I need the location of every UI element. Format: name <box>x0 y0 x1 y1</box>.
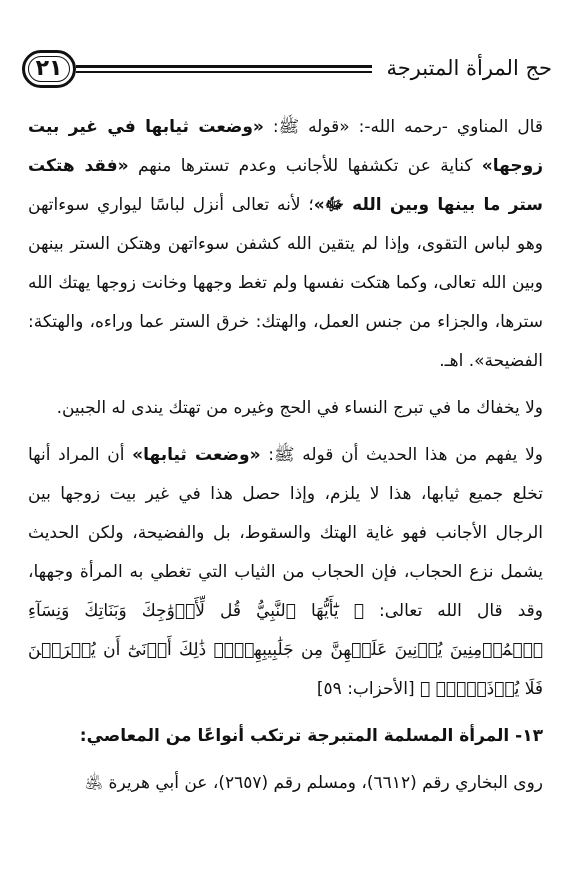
paragraph-gap <box>28 756 543 764</box>
text-segment: أن المراد أنها تخلع جميع ثيابها، هذا لا يلزم، وإذا حصل هذا في غير بيت زوجها بين الرجال الأجانب فهو غاية الهتك والسقوط، بل والفضيحة، ولكن الحديث يشمل نزع الحجاب، فإن الحجاب من الثياب التي تغطي به المرأة وجهها، وقد قال الله تعالى: <box>28 445 543 621</box>
paragraph-munawi-quote <box>28 108 543 381</box>
text-segment: قال المناوي -رحمه الله-: «قوله ﷺ: <box>263 117 543 137</box>
page-number: ٢١ <box>35 56 63 81</box>
text-segment: ولا يفهم من هذا الحديث أن قوله ﷺ: <box>260 445 543 465</box>
hadith-quote-bold: «وضعت ثيابها» <box>132 445 261 465</box>
text-segment: ؛ لأنه تعالى أنزل لباسًا ليواري سوءاتهن وهو لباس التقوى، وإذا لم يتقين الله كشفن سوءاتهن وهتكن الستر بينهن وبين الله تعالى، وكما هتكت نفسها ولم تغط وجهها وخانت زوجها يهتك الله سترها، والجزاء من جنس العمل، والهتك: خرق الستر عما وراءه، والهتكة: الفضيحة». اهـ. <box>28 195 543 371</box>
text-segment: كناية عن تكشفها للأجانب وعدم تسترها منهم <box>128 156 482 176</box>
heading-text: ١٣- المرأة المسلمة المتبرجة ترتكب أنواعًا من المعاصي: <box>79 726 543 746</box>
paragraph-gap <box>28 428 543 436</box>
hadith-quote-bold: «وضعت ثيابها في غير بيت زوجها» <box>28 117 543 176</box>
page-number-badge <box>22 50 76 88</box>
paragraph-hadith-explanation <box>28 436 543 709</box>
hadith-quote-bold: «فقد هتكت ستر ما بينها وبين الله ﷻ» <box>28 156 543 215</box>
section-heading <box>28 717 543 756</box>
verse-citation: [الأحزاب: ٥٩] <box>316 679 420 699</box>
header-rule <box>76 65 372 68</box>
text-segment: روى البخاري رقم (٦٦١٢)، ومسلم رقم (٢٦٥٧)، عن أبي هريرة ﵁ <box>84 773 543 793</box>
paragraph-gap <box>28 709 543 717</box>
quran-verse: ﴿ يَٰٓأَيُّهَا ٱلنَّبِيُّ قُل لِّأَزۡوَٰجِكَ وَبَنَاتِكَ وَنِسَآءِ ٱلۡمُؤۡمِنِينَ يُدۡنِينَ عَلَيۡهِنَّ مِن جَلَٰبِيبِهِنَّۚ ذَٰلِكَ أَدۡنَىٰٓ أَن يُعۡرَفۡنَ فَلَا يُؤۡذَيۡنَۗ ﴾ <box>28 601 543 699</box>
text-segment: ولا يخفاك ما في تبرج النساء في الحج وغيره من تهتك يندى له الجبين. <box>56 398 543 418</box>
header-rule-thin <box>76 71 372 73</box>
body-text <box>28 108 543 803</box>
running-title: حج المرأة المتبرجة <box>386 56 552 80</box>
page-header <box>22 50 552 94</box>
paragraph-bukhari <box>28 764 543 803</box>
paragraph-gap <box>28 381 543 389</box>
paragraph-tabarruj <box>28 389 543 428</box>
